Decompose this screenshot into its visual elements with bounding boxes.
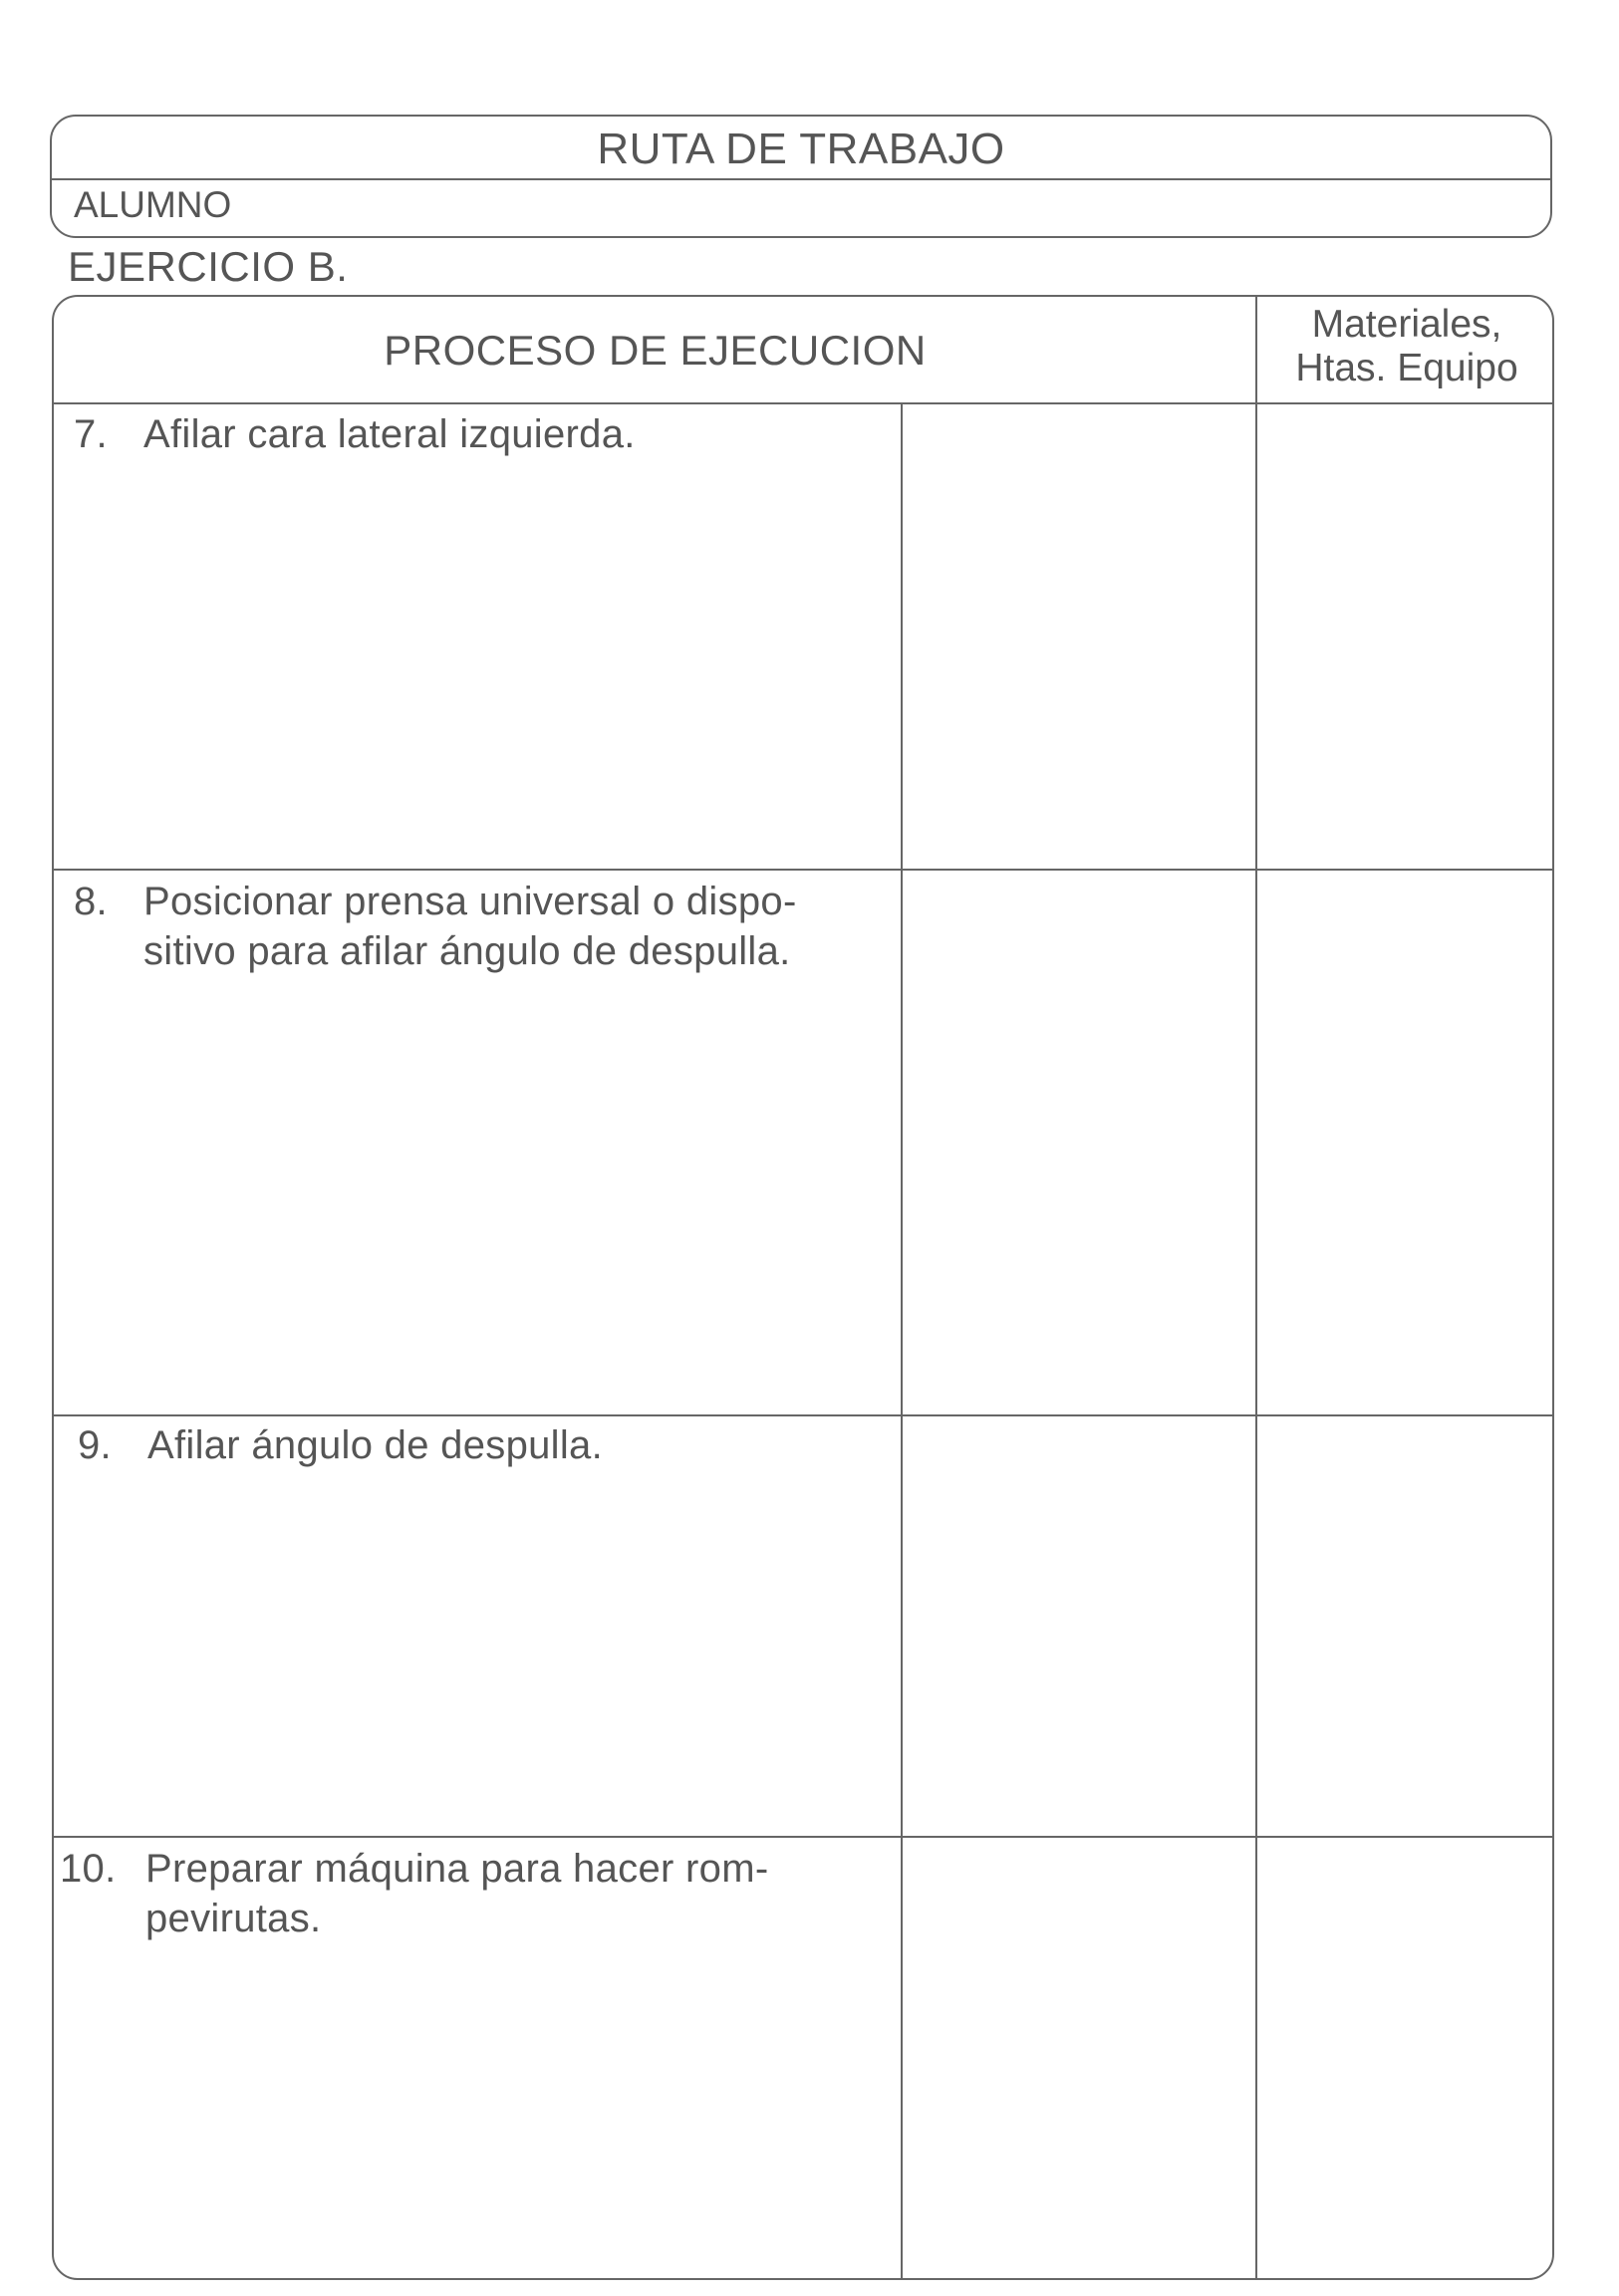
step-text: Afilar cara lateral izquierda. (143, 412, 636, 456)
table-row (74, 409, 891, 459)
step-number: 9. (78, 1423, 112, 1467)
column-header-process: PROCESO DE EJECUCION (384, 327, 927, 374)
step-text: Preparar máquina para hacer rom- pevirutas. (145, 1847, 769, 1940)
row-divider-2 (54, 1414, 1552, 1416)
table-row (74, 877, 901, 976)
middle-column-divider (901, 402, 903, 2278)
process-table (52, 295, 1554, 2280)
form-title: RUTA DE TRABAJO (597, 125, 1005, 173)
step-text: Posicionar prensa universal o dispo- sitivo para afilar ángulo de despulla. (143, 880, 797, 973)
student-label: ALUMNO (74, 184, 232, 225)
header-row-divider (54, 402, 1552, 404)
exercise-label: EJERCICIO B. (68, 243, 349, 290)
table-row (78, 1420, 895, 1470)
column-header-materials (1259, 303, 1554, 390)
step-number: 7. (74, 412, 108, 456)
step-text: Afilar ángulo de despulla. (147, 1423, 603, 1467)
column-header-materials-line1: Materiales, (1311, 303, 1502, 346)
step-number: 8. (74, 880, 108, 923)
header-divider (52, 178, 1550, 180)
header-box (50, 115, 1552, 238)
materials-column-divider (1255, 297, 1257, 2278)
table-row (60, 1844, 897, 1943)
step-number: 10. (60, 1847, 117, 1891)
row-divider-3 (54, 1836, 1552, 1838)
column-header-materials-line2: Htas. Equipo (1295, 347, 1518, 389)
row-divider-1 (54, 869, 1552, 871)
